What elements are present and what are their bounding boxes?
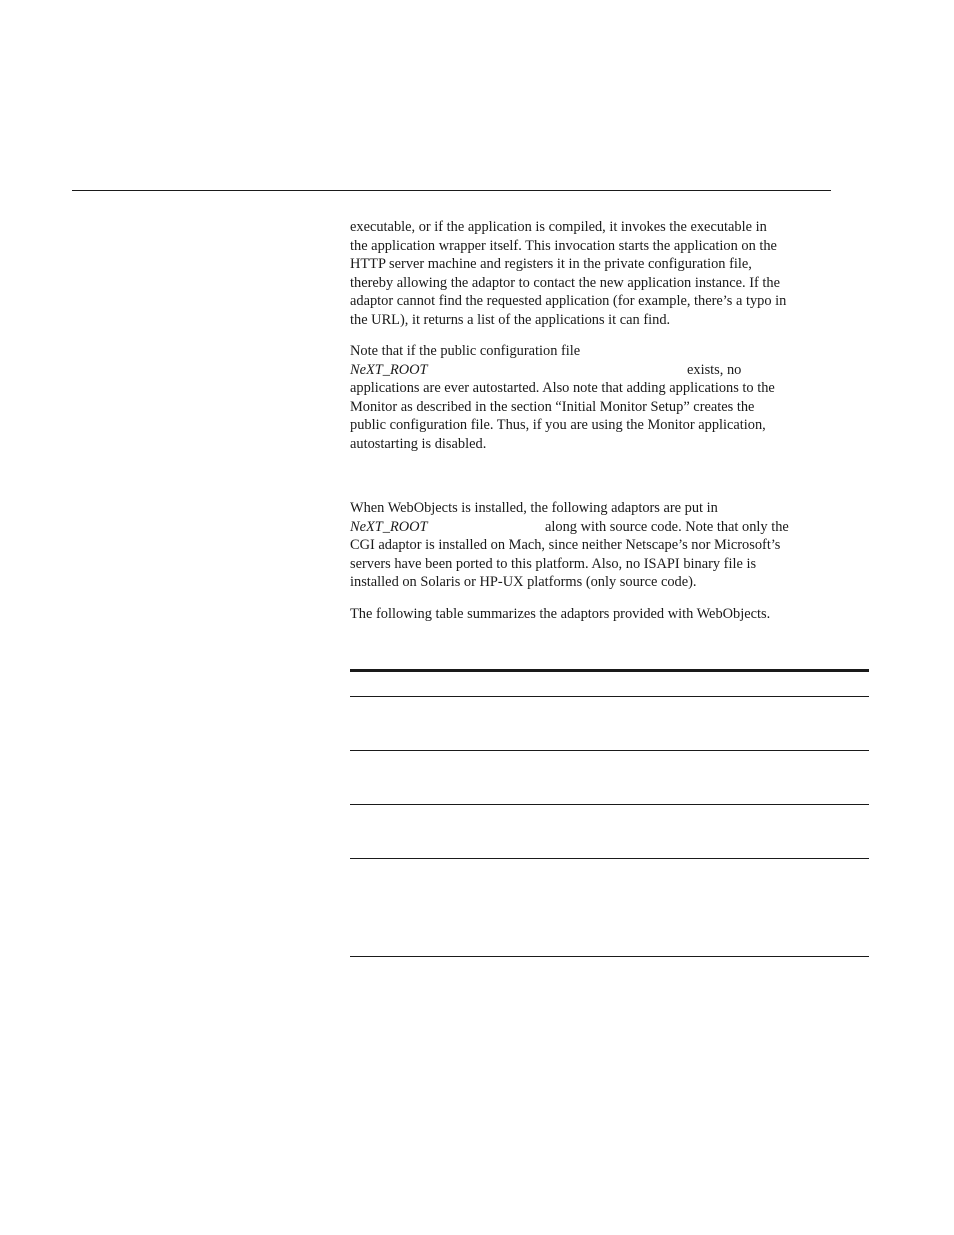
text-line: CGI adaptor is installed on Mach, since neither Netscape’s nor Microsoft’s	[350, 537, 781, 553]
paragraph-table-intro	[350, 605, 810, 624]
text-line: the URL), it returns a list of the applications it can find.	[350, 311, 671, 328]
text-line: Monitor as described in the section “Initial Monitor Setup” creates the	[350, 398, 755, 415]
text-line: installed on Solaris or HP-UX platforms (only source code).	[350, 574, 697, 590]
text-line: thereby allowing the adaptor to contact the new application instance. If the	[350, 274, 780, 291]
text-line: Note that if the public configuration file	[350, 343, 581, 359]
text-fragment: along with source code. Note that only the	[545, 518, 789, 535]
text-line: applications are ever autostarted. Also note that adding applications to the	[350, 380, 775, 396]
paragraph-autostart-invocation	[350, 218, 810, 329]
paragraph-public-config-note	[350, 342, 810, 453]
text-line: When WebObjects is installed, the following adaptors are put in	[350, 500, 718, 516]
header-rule	[72, 190, 831, 191]
table-row-rule	[350, 750, 869, 751]
table-row-rule	[350, 858, 869, 859]
text-line: autostarting is disabled.	[350, 435, 487, 452]
text-fragment: exists, no	[687, 361, 742, 378]
text-line-with-path	[350, 518, 810, 537]
text-line: executable, or if the application is compiled, it invokes the executable in	[350, 219, 767, 235]
paragraph-adaptors-installed	[350, 499, 810, 592]
text-line: adaptor cannot find the requested application (for example, there’s a typo in	[350, 293, 787, 309]
text-line: the application wrapper itself. This invocation starts the application on the	[350, 237, 777, 254]
text-line-with-path	[350, 361, 810, 380]
table-top-rule	[350, 669, 869, 672]
table-header-rule	[350, 696, 869, 697]
text-line: public configuration file. Thus, if you are using the Monitor application,	[350, 417, 766, 433]
next-root-path: NeXT_ROOT	[350, 361, 428, 378]
next-root-path: NeXT_ROOT	[350, 518, 428, 535]
text-line: The following table summarizes the adaptors provided with WebObjects.	[350, 606, 771, 622]
table-bottom-rule	[350, 956, 869, 957]
text-line: servers have been ported to this platform. Also, no ISAPI binary file is	[350, 555, 757, 572]
text-line: HTTP server machine and registers it in the private configuration file,	[350, 256, 752, 272]
table-row-rule	[350, 804, 869, 805]
